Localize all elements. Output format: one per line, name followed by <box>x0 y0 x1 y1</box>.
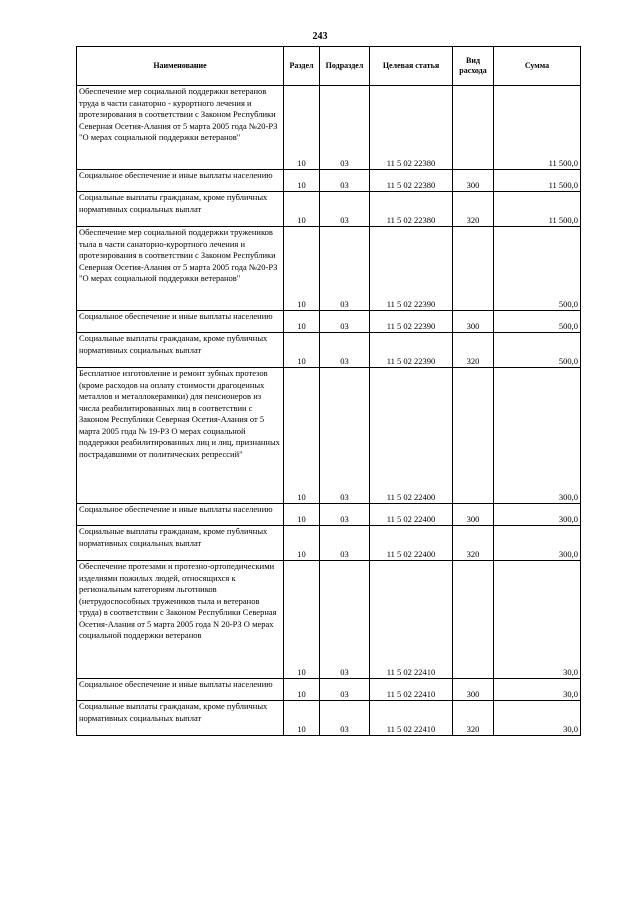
table-row <box>77 311 581 333</box>
table-row <box>77 561 581 679</box>
cell-sum: 11 500,0 <box>494 86 581 170</box>
cell-target-article: 11 5 02 22410 <box>370 701 453 736</box>
cell-section: 10 <box>284 86 320 170</box>
header-subsection: Подраздел <box>320 47 370 86</box>
cell-expense-type: 300 <box>453 679 494 701</box>
cell-sum: 500,0 <box>494 311 581 333</box>
cell-target-article: 11 5 02 22400 <box>370 504 453 526</box>
cell-target-article: 11 5 02 22380 <box>370 170 453 192</box>
table-row <box>77 333 581 368</box>
cell-section: 10 <box>284 311 320 333</box>
cell-section: 10 <box>284 192 320 227</box>
cell-sum: 11 500,0 <box>494 192 581 227</box>
table-row <box>77 227 581 311</box>
cell-subsection: 03 <box>320 311 370 333</box>
cell-sum: 500,0 <box>494 333 581 368</box>
table-row <box>77 701 581 736</box>
cell-subsection: 03 <box>320 227 370 311</box>
header-sum: Сумма <box>494 47 581 86</box>
table-row <box>77 86 581 170</box>
table-row <box>77 504 581 526</box>
cell-expense-type: 300 <box>453 311 494 333</box>
cell-section: 10 <box>284 561 320 679</box>
cell-expense-type <box>453 368 494 504</box>
cell-subsection: 03 <box>320 170 370 192</box>
cell-target-article: 11 5 02 22410 <box>370 561 453 679</box>
cell-section: 10 <box>284 170 320 192</box>
cell-sum: 300,0 <box>494 504 581 526</box>
cell-expense-type: 300 <box>453 170 494 192</box>
cell-section: 10 <box>284 227 320 311</box>
cell-target-article: 11 5 02 22390 <box>370 227 453 311</box>
cell-expense-type: 320 <box>453 526 494 561</box>
cell-subsection: 03 <box>320 333 370 368</box>
cell-subsection: 03 <box>320 701 370 736</box>
cell-section: 10 <box>284 679 320 701</box>
cell-sum: 11 500,0 <box>494 170 581 192</box>
cell-section: 10 <box>284 333 320 368</box>
cell-name: Социальное обеспечение и иные выплаты населению <box>77 504 284 526</box>
cell-subsection: 03 <box>320 561 370 679</box>
cell-subsection: 03 <box>320 679 370 701</box>
cell-name: Социальные выплаты гражданам, кроме публичных нормативных социальных выплат <box>77 333 284 368</box>
table-header-row <box>77 47 581 86</box>
cell-name: Бесплатное изготовление и ремонт зубных протезов (кроме расходов на оплату стоимости драгоценных металлов и металлокерамики) для пенсионеров из числа реабилитированных лиц в соответствии с Законом Республики Северная Осетия-Алания от 5 марта 2005 года № 19-РЗ О мерах социальной поддержки реабилитированных лиц и лиц, признанных пострадавшими от политических репрессий" <box>77 368 284 504</box>
cell-expense-type: 320 <box>453 192 494 227</box>
cell-expense-type: 300 <box>453 504 494 526</box>
cell-section: 10 <box>284 701 320 736</box>
cell-sum: 30,0 <box>494 701 581 736</box>
cell-expense-type: 320 <box>453 701 494 736</box>
cell-target-article: 11 5 02 22410 <box>370 679 453 701</box>
cell-target-article: 11 5 02 22380 <box>370 192 453 227</box>
cell-name: Социальное обеспечение и иные выплаты населению <box>77 679 284 701</box>
cell-expense-type <box>453 86 494 170</box>
cell-sum: 500,0 <box>494 227 581 311</box>
cell-sum: 300,0 <box>494 368 581 504</box>
table-row <box>77 170 581 192</box>
cell-sum: 30,0 <box>494 679 581 701</box>
cell-target-article: 11 5 02 22400 <box>370 368 453 504</box>
cell-target-article: 11 5 02 22390 <box>370 311 453 333</box>
table-row <box>77 526 581 561</box>
cell-name: Обеспечение протезами и протезно-ортопедическими изделиями пожилых людей, относящихся к региональным категориям льготников (нетрудоспособных тружеников тыла и ветеранов труда) в соответствии с Законом Республики Северная Осетия-Алания от 5 марта 2005 года N 20-РЗ О мерах социальной поддержки ветеранов <box>77 561 284 679</box>
cell-name: Социальные выплаты гражданам, кроме публичных нормативных социальных выплат <box>77 701 284 736</box>
cell-subsection: 03 <box>320 504 370 526</box>
table-row <box>77 679 581 701</box>
cell-subsection: 03 <box>320 526 370 561</box>
table-row <box>77 192 581 227</box>
cell-target-article: 11 5 02 22400 <box>370 526 453 561</box>
header-target-article: Целевая статья <box>370 47 453 86</box>
cell-name: Социальное обеспечение и иные выплаты населению <box>77 311 284 333</box>
cell-subsection: 03 <box>320 368 370 504</box>
table-row <box>77 368 581 504</box>
cell-sum: 300,0 <box>494 526 581 561</box>
cell-name: Социальные выплаты гражданам, кроме публичных нормативных социальных выплат <box>77 526 284 561</box>
cell-target-article: 11 5 02 22390 <box>370 333 453 368</box>
page-number: 243 <box>312 31 328 42</box>
budget-table <box>76 46 581 736</box>
cell-section: 10 <box>284 368 320 504</box>
cell-name: Социальное обеспечение и иные выплаты населению <box>77 170 284 192</box>
cell-section: 10 <box>284 504 320 526</box>
cell-section: 10 <box>284 526 320 561</box>
cell-expense-type <box>453 227 494 311</box>
cell-subsection: 03 <box>320 192 370 227</box>
cell-sum: 30,0 <box>494 561 581 679</box>
cell-expense-type: 320 <box>453 333 494 368</box>
header-section: Раздел <box>284 47 320 86</box>
cell-subsection: 03 <box>320 86 370 170</box>
cell-name: Обеспечение мер социальной поддержки ветеранов труда в части санаторно - курортного лечения и протезирования в соответствии с Законом Республики Северная Осетия-Алания от 5 марта 2005 года №20-РЗ "О мерах социальной поддержки ветеранов" <box>77 86 284 170</box>
cell-name: Социальные выплаты гражданам, кроме публичных нормативных социальных выплат <box>77 192 284 227</box>
cell-name: Обеспечение мер социальной поддержки тружеников тыла в части санаторно-курортного лечения и протезирования в соответствии с Законом Республики Северная Осетия-Алания от 5 марта 2005 года №20-РЗ "О мерах социальной поддержки ветеранов" <box>77 227 284 311</box>
header-expense-type: Вид расхода <box>453 47 494 86</box>
cell-expense-type <box>453 561 494 679</box>
cell-target-article: 11 5 02 22380 <box>370 86 453 170</box>
header-name: Наименование <box>77 47 284 86</box>
